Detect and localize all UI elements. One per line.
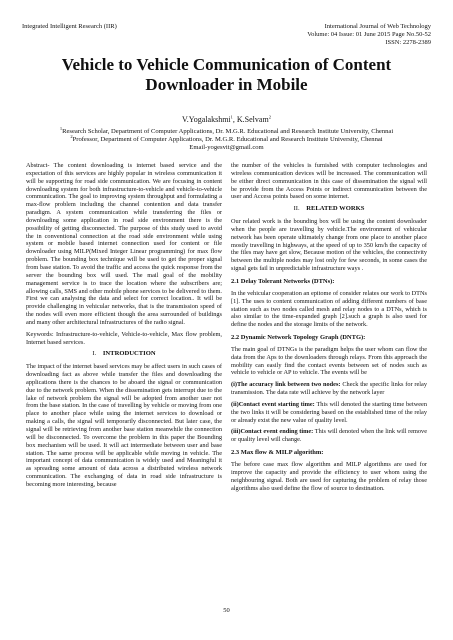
author-2-sup: 2 — [268, 114, 271, 120]
page-number: 50 — [223, 607, 230, 614]
author-email: Email-yogesvit@gmail.com — [189, 144, 264, 152]
journal-publisher: Integrated Intelligent Research (IIR) — [22, 23, 117, 30]
subsection-heading-dtn: 2.1 Delay Tolerant Networks (DTNs): — [231, 277, 335, 285]
related-paragraph: Our related work is the bounding box will be using the content downloader when the people are travelling by vehicle.The environment of vehicular network has been operate ultimately change from one place to another place mostly travelling in highways, at the speed of up to 350 km/h the capacity of the files may have get slow, Because motion of the vehicles, the connectivity between the multiple nodes may lost only for few seconds, in some cases the signal gets fail in unpredictable infrastructure ways . — [231, 218, 427, 273]
affiliations — [20, 125, 433, 153]
author-1-sup: 1 — [230, 114, 233, 120]
section-heading-related-works: II. RELATED WORKS — [293, 205, 365, 213]
intro-paragraph: The impact of the internet based services may be affect users in such cases of downloading fact as above while transfer the files and downloading the applications there is the chances to be aboard the signal or communication due to the network problem. When the dissemination gets interrupt due to the lake of network problem the signal will be adopted from another user not from the base station. In the case of travelling by vehicle or moving from one place to another place while using the internet services to download or making a calls, the signal will temporarily disconnected. But later case, the signal will be retrieving from another base station meanwhile the connection will be disconnected. To overcome the problem in this paper the Bounding box mechanism will be used. It will act intermediate between user and base station. The same process will be applicable while moving in vehicle. The important concept of data communication is widely used and Meaningful it as spreading some amount of data across a distributed wireless network communication. The exchanging of data in road side infrastructure is becoming more interesting, because — [26, 363, 222, 488]
author-2: K.Selvam — [236, 115, 269, 124]
keywords: Keywords: Infrastructure-to-vehicle, Vehicle-to-vehicle, Max flow problem, Internet based services. — [26, 330, 222, 346]
intro-continued: the number of the vehicles is furnished with computer technologies and wireless communication devices will be increased. The communication will be either direct communication in this case of dissemination the signal will be provide from the Access Points or indirect communication between the user and Access points based on some internet. — [231, 162, 427, 201]
maxflow-paragraph: The before case max flow algorithm and MILP algorithms are used for improve the capacity and provide the efficiency to user whom using the neighbouring signal. Both are used for capturing the problem of relay those algorithms also used define the flow of source to destination. — [231, 461, 427, 492]
right-column — [231, 162, 427, 496]
title-line-1: Vehicle to Vehicle Communication of Content — [61, 55, 392, 74]
dtn-paragraph: In the vehicular cooperation an epitome of consider relates our work to DTNs [1]. The uses to content communication of adding different numbers of base station such as two nodes called mesh and relay nodes to a DTNs, which is also similar to the time-expanded graph [2].such a graph is also used for define the nodes and the storage limits of the network. — [231, 289, 427, 329]
paper-title — [30, 55, 423, 95]
affiliation-2: $^2$Professor, Department of Computer Applications, Dr. M.G.R. Educational and Research Institute University, Chennai — [70, 134, 383, 144]
title-line-2: Downloader in Mobile — [145, 75, 308, 94]
journal-volume: Volume: 04 Issue: 01 June 2015 Page No.50-52 — [307, 31, 431, 38]
affiliation-1: $^1$Research Scholar, Department of Computer Applications, Dr. M.G.R. Educational and Research Institute University, Chennai — [59, 125, 394, 135]
subsection-heading-dntg: 2.2 Dynamic Network Topology Graph (DNTG): — [231, 334, 366, 342]
author-1: V.Yogalakshmi — [182, 115, 231, 124]
author-sep: , — [232, 115, 237, 124]
dntg-paragraph: The main goal of DTNGs is the paradigm helps the user whom can flow the data from the Aps to the downloaders through relays. From this approach the mobility can easily find the contact events between set of nodes such as vehicle to vehicle or AP to vehicle. The events will be — [231, 345, 427, 377]
event-item-i: (i)The accuracy link between two nodes: Check the specific links for relay transmission. The data rate will achieve by the network layer — [231, 381, 427, 397]
journal-issn: ISSN: 2278-2389 — [385, 39, 431, 46]
left-column — [26, 162, 222, 493]
author-list — [20, 115, 433, 124]
event-item-ii: (ii)Contact event starting time: This will denoted the starting time between the two links it will be considering based on the established time of the relay or already exist the new value of quality level. — [231, 400, 427, 424]
journal-name: International Journal of Web Technology — [324, 23, 431, 30]
abstract: Abstract- The content downloading is internet based service and the expectation of this services are highly popular in wireless communication it will be supporting for road side communication. We are focusing in content downloading system for both infrastructure-to-vehicle and vehicle-to-vehicle communication. The goal to improving system throughput and formulating a max-flow problem including the channel contention and data transfer paradigm. A system communication while transferring the files or downloading some application in road side environment there is the possibility of getting disconnected. The purpose of this study used to avoid the in conventional connection at the road side environment while using system or mobile based internet connection used for content or file downloader using MILP(Mixed Integer Linear programming) for max flow problem. The bounding box technique will be used to get the proper signal from base station. To avoid the traffic and access the quick response from the server the bounding box will used. The mail goal of the mobility management service is to trace the location where the subscribers are; allowing calls, SMS and other mobile phone services to be delivered to them. First we can analysing the data and select for correct location.. It will be provide challenging in vehicular networks, that is the transmission speed of the nodes will even more efficient though the area surrounded of buildings and many other architectural infrastructures of the radio signal. — [26, 162, 222, 326]
event-item-iii: (iii)Contact event ending time: This will denoted when the link will remove or quality level will change. — [231, 428, 427, 444]
journal-info — [307, 23, 431, 47]
subsection-heading-maxflow: 2.3 Max flow & MILP algorithm: — [231, 449, 324, 457]
section-heading-introduction: I. INTRODUCTION — [92, 350, 156, 358]
